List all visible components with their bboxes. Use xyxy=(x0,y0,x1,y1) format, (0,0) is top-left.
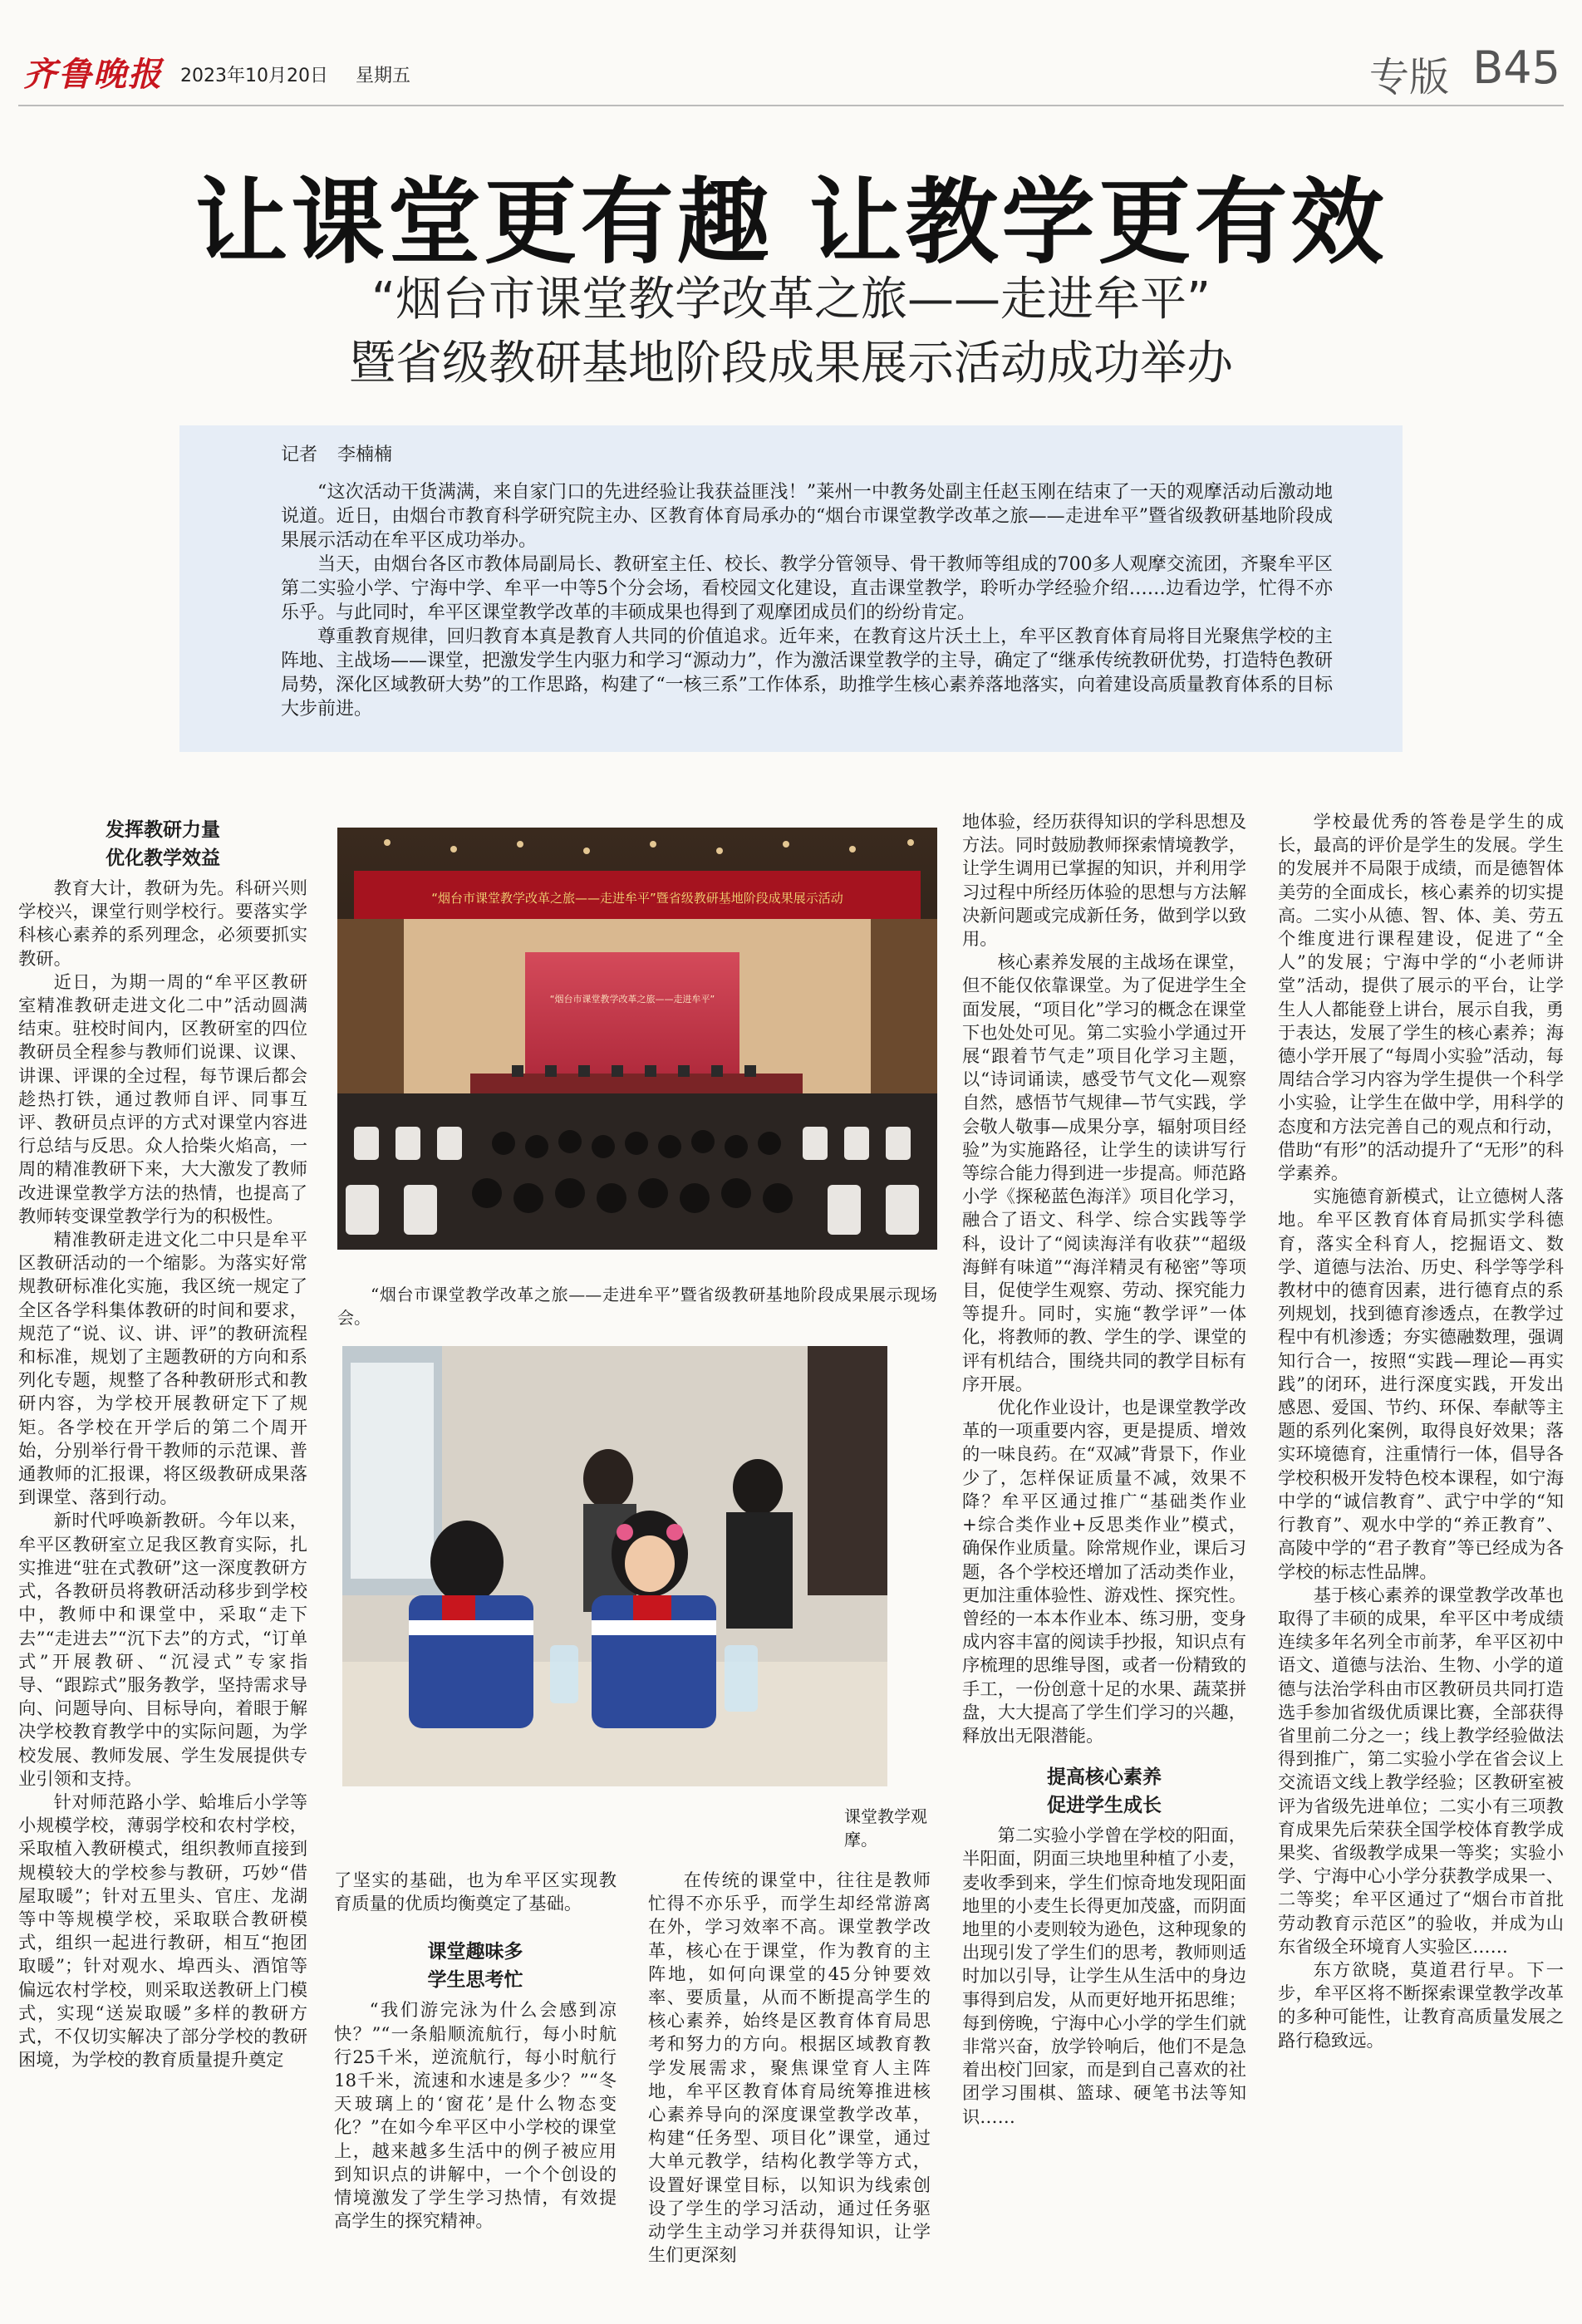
body-paragraph: 学校最优秀的答卷是学生的成长，最高的评价是学生的发展。学生的发展并不局限于成绩，而是德智体美劳的全面成长，核心素养的切实提高。二实小从德、智、体、美、劳五个维度进行课程建设，促进了“全人”的发展；宁海中学的“小老师讲堂”活动，提供了展示的平台，让学生人人都能登上讲台，展示自我，勇于表达，发展了学生的核心素养；海德小学开展了“每周小实验”活动，每周结合学习内容为学生提供一个科学小实验，让学生在做中学，用科学的态度和方法完善自己的观点和行动，借助“有形”的活动提升了“无形”的科学素养。 xyxy=(1278,812,1564,1185)
column-5 xyxy=(1278,811,1564,2053)
paper-logo: 齐鲁晚报 xyxy=(23,55,163,94)
body-paragraph: 教育大计，教研为先。科研兴则学校兴，课堂行则学校行。要落实学科核心素养的系列理念，必须要抓实教研。 xyxy=(18,878,307,970)
photo-auditorium xyxy=(337,828,937,1250)
column-2 xyxy=(334,1870,617,2233)
date-text: 2023年10月20日 xyxy=(180,66,328,86)
column-4 xyxy=(962,811,1246,2130)
page-number: B45 xyxy=(1472,42,1560,94)
masthead-rule xyxy=(18,105,1564,106)
section-heading xyxy=(334,1938,617,1994)
body-paragraph: 优化作业设计，也是课堂教学改革的一项重要内容，更是提质、增效的一味良药。在“双减”背景下，作业少了，怎样保证质量不减，效果不降？牟平区通过推广“基础类作业+综合类作业+反思类作业”模式，确保作业质量。除常规作业，课后习题，各个学校还增加了活动类作业，更加注重体验性、游戏性、探究性。曾经的一本本作业本、练习册，变身成内容丰富的阅读手抄报，知识点有序梳理的思维导图，或者一份精致的手工，一份创意十足的水果、蔬菜拼盘，大大提高了学生们学习的兴趣，释放出无限潜能。 xyxy=(962,1398,1246,1747)
headline: 让课堂更有趣 让教学更有效 xyxy=(194,169,1388,277)
body-paragraph: 在传统的课堂中，往往是教师忙得不亦乐乎，而学生却经常游离在外，学习效率不高。课堂教学改革，核心在于课堂，作为教育的主阵地，如何向课堂的45分钟要效率、要质量，从而不断提高学生的核心素养，始终是区教育体育局思考和努力的方向。根据区域教育教学发展需求，聚焦课堂育人主阵地，牟平区教育体育局统筹推进核心素养导向的深度课堂教学改革，构建“任务型、项目化”课堂，通过大单元教学，结构化教学等方式，设置好课堂目标，以知识为线索创设了学生的学习活动，通过任务驱动学生主动学习并获得知识，让学生们更深刻 xyxy=(648,1870,931,2267)
subtitle-1: “烟台市课堂教学改革之旅——走进牟平” xyxy=(371,273,1211,327)
body-paragraph: 基于核心素养的课堂教学改革也取得了丰硕的成果，牟平区中考成绩连续多年名列全市前茅，牟平区初中语文、道德与法治、生物、小学的道德与法治学科由市区教研员共同打造选手参加省级优质课比赛，全部获得省里前二分之一；线上教学经验做法得到推广，第二实验小学在省会议上交流语文线上教学经验；区教研室被评为省级先进单位；二实小有三项教育成果先后荣获全国学校体育教学成果奖、省级教学成果一等奖；实验小学、宁海中心小学分获教学成果一、二等奖；牟平区通过了“烟台市首批劳动教育示范区”的验收，并成为山东省级全环境育人实验区…… xyxy=(1278,1585,1564,1958)
photo-classroom xyxy=(342,1346,887,1786)
stage-banner: “烟台市课堂教学改革之旅——走进牟平”暨省级教研基地阶段成果展示活动 xyxy=(431,891,843,906)
body-paragraph: 近日，为期一周的“牟平区教研室精准教研走进文化二中”活动圆满结束。驻校时间内，区教研室的四位教研员全程参与教师们说课、议课、讲课、评课的全过程，每节课后都会趁热打铁，通过教师自评、同事互评、教研员点评的方式对课堂内容进行总结与反思。众人拾柴火焰高，一周的精准教研下来，大大激发了教师改进课堂教学方法的热情，也提高了教师转变课堂教学行为的积极性。 xyxy=(18,971,307,1227)
body-paragraph: 新时代呼唤新教研。今年以来，牟平区教研室立足我区教育实际，扎实推进“驻在式教研”这一深度教研方式，各教研员将教研活动移步到学校中，教师中和课堂中，采取“走下去”“走进去”“沉下去”的方式，“订单式”开展教研、“沉浸式”专家指导、“跟踪式”服务教学，坚持需求导向、问题导向、目标导向，着眼于解决学校教育教学中的实际问题，为学校发展、教师发展、学生发展提供专业引领和支持。 xyxy=(18,1511,307,1790)
byline-name: 李楠楠 xyxy=(337,445,393,465)
photo-caption-2: 课堂教学观摩。 xyxy=(844,1806,927,1850)
issue-date xyxy=(180,61,432,87)
heading-line: 课堂趣味多 xyxy=(427,1941,523,1963)
byline-label: 记者 xyxy=(281,445,318,465)
body-paragraph: “我们游完泳为什么会感到凉快？”“一条船顺流航行，每小时航行25千米，逆流航行，每小时航行18千米，流速和水速是多少？”“冬天玻璃上的‘窗花’是什么物态变化？”在如今牟平区中小学校的课堂上，越来越多生活中的例子被应用到知识点的讲解中，一个个创设的情境激发了学生学习热情，有效提高学生的探究精神。 xyxy=(334,2000,617,2233)
heading-line: 优化教学效益 xyxy=(106,848,220,869)
masthead xyxy=(18,7,1564,131)
body-paragraph: 针对师范路小学、蛤堆后小学等小规模学校，薄弱学校和农村学校，采取植入教研模式，组织教师直接到规模较大的学校参与教研，巧妙“借屋取暖”；针对五里头、官庄、龙湖等中等规模学校，采取联合教研模式，组织一起进行教研，相互“抱团取暖”；针对观水、埠西头、酒馆等偏远农村学校，则采取送教研上门模式，实现“送炭取暖”多样的教研方式，不仅切实解决了部分学校的教研困境，为学校的教育质量提升奠定 xyxy=(18,1791,307,2071)
section-heading xyxy=(962,1763,1246,1820)
subtitle-2: 暨省级教研基地阶段成果展示活动成功举办 xyxy=(349,337,1233,391)
heading-line: 促进学生成长 xyxy=(1047,1795,1162,1817)
byline xyxy=(281,440,392,466)
lead-text xyxy=(281,480,1333,721)
section-heading xyxy=(18,816,307,872)
column-1 xyxy=(18,813,307,2072)
body-paragraph: 精准教研走进文化二中只是牟平区教研活动的一个缩影。为落实好常规教研标准化实施，我区统一规定了全区各学科集体教研的时间和要求，规范了“说、议、讲、评”的教研流程和标准，规划了主题教研的方向和系列化专题，规整了各种教研形式和教研内容，为学校开展教研定下了规矩。各学校在开学后的第二个周开始，分别举行骨干教师的示范课、普通教师的汇报课，将区级教研成果落到课堂、落到行动。 xyxy=(18,1230,307,1509)
body-paragraph: 了坚实的基础，也为牟平区实现教育质量的优质均衡奠定了基础。 xyxy=(334,1870,617,1915)
body-paragraph: 地体验，经历获得知识的学科思想及方法。同时鼓励教师探索情境教学，让学生调用已掌握的知识，并利用学习过程中所经历体验的思想与方法解决新问题或完成新任务，做到学以致用。 xyxy=(962,812,1246,951)
photo-caption-1: “烟台市课堂教学改革之旅——走进牟平”暨省级教研基地阶段成果展示现场会。 xyxy=(337,1285,937,1328)
weekday-text: 星期五 xyxy=(355,66,410,86)
lead-paragraph: “这次活动干货满满，来自家门口的先进经验让我获益匪浅！”莱州一中教务处副主任赵玉刚在结束了一天的观摩活动后激动地说道。近日，由烟台市教育科学研究院主办、区教育体育局承办的“烟台市课堂教学改革之旅——走进牟平”暨省级教研基地阶段成果展示活动在牟平区成功举办。 xyxy=(281,482,1333,551)
lead-paragraph: 当天，由烟台各区市教体局副局长、教研室主任、校长、教学分管领导、骨干教师等组成的700多人观摩交流团，齐聚牟平区第二实验小学、宁海中学、牟平一中等5个分会场，看校园文化建设，直击课堂教学，聆听办学经验介绍……边看边学，忙得不亦乐乎。与此同时，牟平区课堂教学改革的丰硕成果也得到了观摩团成员们的纷纷肯定。 xyxy=(281,554,1333,623)
body-paragraph: 东方欲晓，莫道君行早。下一步，牟平区将不断探索课堂教学改革的多种可能性，让教育高质量发展之路行稳致远。 xyxy=(1278,1959,1564,2051)
body-paragraph: 第二实验小学曾在学校的阳面，半阳面，阴面三块地里种植了小麦，麦收季到来，学生们惊奇地发现阳面地里的小麦生长得更加茂盛，而阴面地里的小麦则较为逊色，这种现象的出现引发了学生们的思考，教师则适时加以引导，让学生从生活中的身边事得到启发，从而更好地开拓思维；每到傍晚，宁海中心小学的学生们就非常兴奋，放学铃响后，他们不是急着出校门回家，而是到自己喜欢的社团学习围棋、篮球、硬笔书法等知识…… xyxy=(962,1825,1246,2128)
column-3 xyxy=(648,1870,931,2267)
body-paragraph: 核心素养发展的主战场在课堂，但不能仅依靠课堂。为了促进学生全面发展，“项目化”学习的概念在课堂下也处处可见。第二实验小学通过开展“跟着节气走”项目化学习主题，以“诗词诵读，感受节气文化—观察自然，感悟节气规律—节气实践，学会敬人敬事—成果分享，辐射项目经验”为实施路径，让学生的读讲写行等综合能力得到进一步提高。师范路小学《探秘蓝色海洋》项目化学习，融合了语文、科学、综合实践等学科，设计了“阅读海洋有收获”“超级海鲜有味道”“海洋精灵有秘密”等项目，促使学生观察、劳动、探究能力等提升。同时，实施“教学评”一体化，将教师的教、学生的学、课堂的评有机结合，围绕共同的教学目标有序开展。 xyxy=(962,952,1246,1395)
screen-title: “烟台市课堂教学改革之旅——走进牟平” xyxy=(549,994,715,1005)
heading-line: 发挥教研力量 xyxy=(106,819,220,841)
body-paragraph: 实施德育新模式，让立德树人落地。牟平区教育体育局抓实学科德育，落实全科育人，挖掘语文、数学、道德与法治、历史、科学等学科教材中的德育因素，进行德育点的系列规划，找到德育渗透点，在教学过程中有机渗透；夯实德融数理，强调知行合一，按照“实践—理论—再实践”的闭环，进行深度实践，开发出感恩、爱国、节约、环保、奉献等主题的系列化案例，取得良好效果；落实环境德育，注重情行一体，倡导各学校积极开发特色校本课程，如宁海中学的“诚信教育”、武宁中学的“知行教育”、观水中学的“养正教育”、高陵中学的“君子教育”等已经成为各学校的标志性品牌。 xyxy=(1278,1187,1564,1583)
heading-line: 提高核心素养 xyxy=(1047,1766,1162,1789)
section-label: 专版 xyxy=(1368,54,1449,101)
auditorium-scene xyxy=(337,828,937,1250)
heading-line: 学生思考忙 xyxy=(427,1969,523,1992)
classroom-scene xyxy=(342,1346,887,1786)
lead-paragraph: 尊重教育规律，回归教育本真是教育人共同的价值追求。近年来，在教育这片沃土上，牟平区教育体育局将目光聚焦学校的主阵地、主战场——课堂，把激发学生内驱力和学习“源动力”，作为激活课堂教学的主导，确定了“继承传统教研优势，打造特色教研局势，深化区域教研大势”的工作思路，构建了“一核三系”工作体系，助推学生核心素养落地落实，向着建设高质量教育体系的目标大步前进。 xyxy=(281,626,1333,720)
